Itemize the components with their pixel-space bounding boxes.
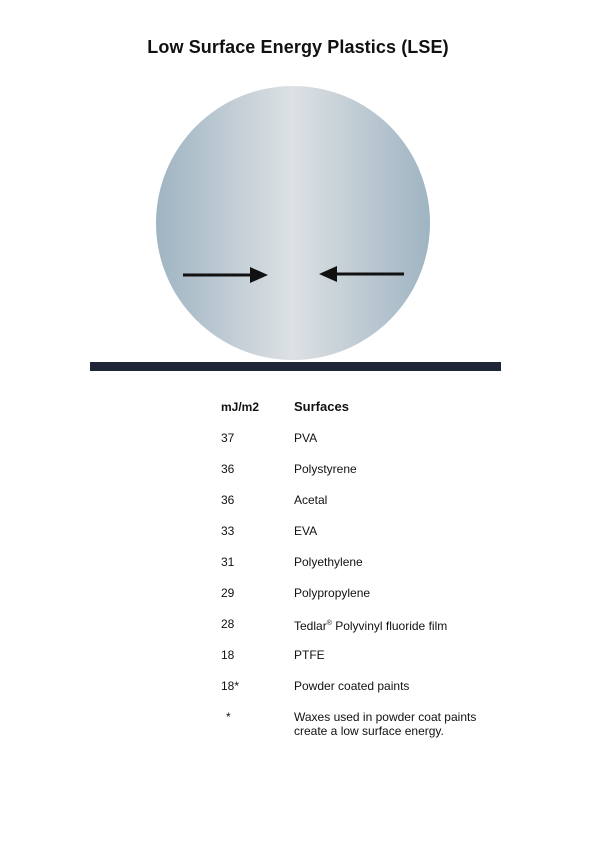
registered-mark: ®: [326, 620, 332, 627]
surface-name: EVA: [294, 524, 318, 538]
energy-value: 36: [221, 493, 235, 507]
surface-energy-diagram: [0, 0, 596, 400]
table-row: [0, 555, 596, 585]
surface-name-rest: Polyvinyl fluoride film: [331, 619, 448, 633]
table-row: [0, 586, 596, 616]
surface-name: PTFE: [294, 648, 325, 662]
table-row: [0, 524, 596, 554]
table-row: [0, 679, 596, 709]
footnote-line-1: Waxes used in powder coat paints: [294, 710, 477, 724]
energy-value: 33: [221, 524, 235, 538]
energy-value: 36: [221, 462, 235, 476]
liquid-droplet-sphere: [156, 86, 430, 360]
surface-name: PVA: [294, 431, 318, 445]
surface-name: Powder coated paints: [294, 679, 410, 693]
page-title: Low Surface Energy Plastics (LSE): [147, 37, 449, 57]
column-header-value: mJ/m2: [221, 400, 260, 414]
energy-value: 18*: [221, 679, 240, 693]
table-row: [0, 648, 596, 678]
energy-value: 28: [221, 617, 235, 631]
footnote-line-2: create a low surface energy.: [294, 724, 444, 738]
energy-value: 29: [221, 586, 235, 600]
footnote-row: [0, 710, 596, 750]
table-row: [0, 617, 596, 647]
surface-name-brand: Tedlar: [294, 619, 327, 633]
surface-name: Acetal: [294, 493, 328, 507]
surface-name: Polyethylene: [294, 555, 363, 569]
table-row: [0, 493, 596, 523]
surface-name: [294, 617, 524, 633]
surface-name: Polystyrene: [294, 462, 357, 476]
energy-value: 18: [221, 648, 235, 662]
energy-value: 37: [221, 431, 235, 445]
column-header-surfaces: Surfaces: [294, 399, 349, 414]
surface-name: Polypropylene: [294, 586, 371, 600]
footnote-text: [294, 710, 524, 738]
table-row: [0, 431, 596, 461]
substrate-surface-bar: [90, 362, 501, 371]
footnote-marker: *: [226, 710, 231, 724]
table-row: [0, 462, 596, 492]
energy-value: 31: [221, 555, 235, 569]
